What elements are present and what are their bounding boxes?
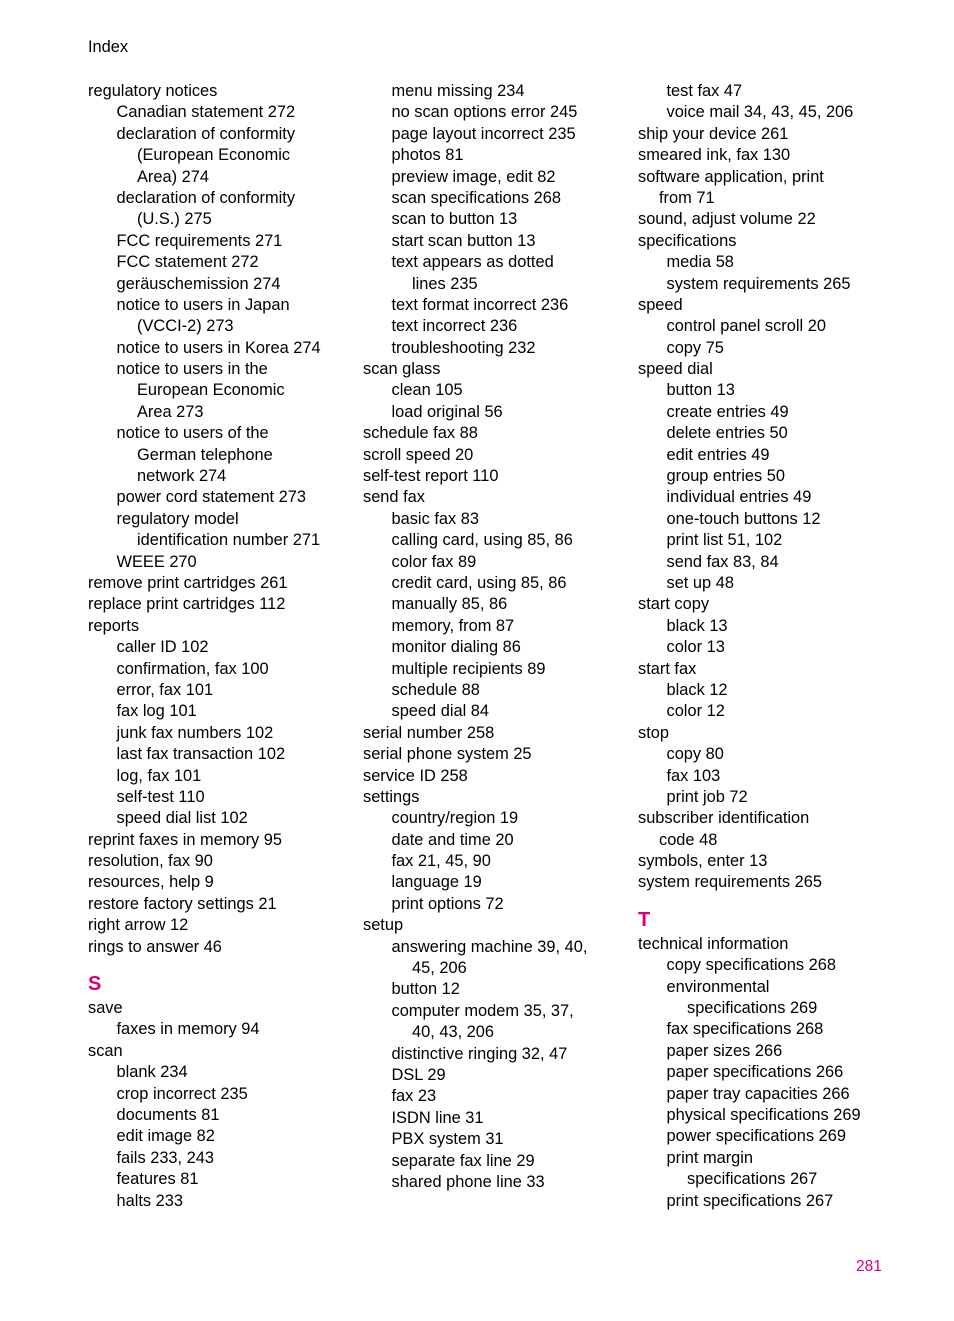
index-subentry: basic fax 83 [391, 509, 479, 528]
index-entry-continuation: German telephone [137, 445, 273, 464]
index-subentry: declaration of conformity [116, 124, 296, 143]
index-entry: right arrow 12 [88, 916, 189, 935]
index-subentry: voice mail 34, 43, 45, 206 [666, 103, 854, 122]
index-entry: speed [638, 295, 683, 314]
index-column-2 [363, 81, 625, 1193]
index-entry-continuation: specifications 267 [687, 1170, 818, 1189]
index-subentry: fax 103 [666, 766, 721, 785]
index-subentry: multiple recipients 89 [391, 659, 546, 678]
index-column-1 [88, 81, 350, 1212]
index-subentry: DSL 29 [391, 1065, 446, 1084]
index-subentry: Canadian statement 272 [116, 103, 296, 122]
index-subentry: language 19 [391, 873, 482, 892]
index-subentry: scan specifications 268 [391, 188, 561, 207]
index-entry: save [88, 999, 123, 1018]
index-subentry: manually 85, 86 [391, 595, 508, 614]
index-entry: start copy [638, 595, 710, 614]
index-entry-continuation: European Economic [137, 381, 285, 400]
index-entry-continuation: Area 273 [137, 402, 204, 421]
index-subentry: color 12 [666, 702, 725, 721]
index-subentry: no scan options error 245 [391, 103, 578, 122]
index-subentry: blank 234 [116, 1063, 188, 1082]
index-subentry: halts 233 [116, 1191, 184, 1210]
index-subentry: speed dial list 102 [116, 809, 248, 828]
index-entry: software application, print [638, 167, 824, 186]
index-subentry: black 13 [666, 616, 728, 635]
index-subentry: schedule 88 [391, 680, 480, 699]
index-entry-continuation: lines 235 [412, 274, 478, 293]
index-entry: reprint faxes in memory 95 [88, 830, 283, 849]
index-entry: rings to answer 46 [88, 937, 222, 956]
index-entry: system requirements 265 [638, 873, 823, 892]
index-entry: schedule fax 88 [363, 424, 478, 443]
index-subentry: menu missing 234 [391, 82, 525, 100]
index-entry-continuation: specifications 269 [687, 999, 818, 1018]
index-subentry: fax 21, 45, 90 [391, 852, 491, 871]
index-entry: speed dial [638, 360, 713, 379]
index-entry: setup [363, 916, 404, 935]
index-subentry: copy 80 [666, 745, 724, 764]
index-subentry: FCC requirements 271 [116, 231, 283, 250]
index-entry: send fax [363, 488, 425, 507]
index-entry: subscriber identification [638, 809, 810, 828]
index-subentry: date and time 20 [391, 830, 514, 849]
index-subentry: print specifications 267 [666, 1191, 834, 1210]
index-subentry: set up 48 [666, 573, 734, 592]
index-subentry: speed dial 84 [391, 702, 490, 721]
index-entry: sound, adjust volume 22 [638, 210, 816, 229]
index-entry: serial phone system 25 [363, 745, 532, 764]
index-subentry: edit entries 49 [666, 445, 770, 464]
index-subentry: troubleshooting 232 [391, 338, 536, 357]
index-subentry: media 58 [666, 253, 734, 272]
index-entry-continuation: from 71 [659, 188, 715, 207]
index-subentry: clean 105 [391, 381, 463, 400]
index-subentry: power specifications 269 [666, 1127, 846, 1146]
index-entry-continuation: (VCCI-2) 273 [137, 317, 234, 336]
index-subentry: FCC statement 272 [116, 253, 259, 272]
index-subentry: print options 72 [391, 894, 504, 913]
index-subentry: paper specifications 266 [666, 1063, 844, 1082]
index-entry: self-test report 110 [363, 467, 499, 486]
index-entry: service ID 258 [363, 766, 468, 785]
index-subentry: separate fax line 29 [391, 1151, 535, 1170]
index-entry: technical information [638, 934, 789, 953]
index-entry: resolution, fax 90 [88, 852, 213, 871]
index-subentry: paper tray capacities 266 [666, 1084, 850, 1103]
index-subentry: photos 81 [391, 146, 464, 165]
index-entry: replace print cartridges 112 [88, 595, 286, 614]
index-subentry: start scan button 13 [391, 231, 536, 250]
index-entry-continuation: 45, 206 [412, 959, 467, 978]
index-subentry: copy specifications 268 [666, 956, 836, 975]
index-subentry: shared phone line 33 [391, 1172, 545, 1191]
index-subentry: ISDN line 31 [391, 1108, 484, 1127]
index-subentry: country/region 19 [391, 809, 519, 828]
index-entry-continuation: 40, 43, 206 [412, 1023, 495, 1042]
section-letter: T [638, 908, 651, 931]
index-subentry: notice to users of the [116, 424, 269, 443]
index-subentry: one-touch buttons 12 [666, 509, 821, 528]
index-subentry: declaration of conformity [116, 188, 296, 207]
index-entry: scroll speed 20 [363, 445, 474, 464]
index-subentry: notice to users in Japan [116, 295, 290, 314]
index-subentry: PBX system 31 [391, 1130, 504, 1149]
index-subentry: calling card, using 85, 86 [391, 531, 573, 550]
index-entry: serial number 258 [363, 723, 495, 742]
index-entry-continuation: Area) 274 [137, 167, 209, 186]
index-entry: start fax [638, 659, 697, 678]
index-subentry: text format incorrect 236 [391, 295, 569, 314]
index-subentry: color fax 89 [391, 552, 477, 571]
index-subentry: delete entries 50 [666, 424, 788, 443]
running-head: Index [88, 38, 129, 56]
index-subentry: edit image 82 [116, 1127, 215, 1146]
index-column-3 [638, 81, 900, 1212]
index-entry: ship your device 261 [638, 124, 789, 143]
index-subentry: control panel scroll 20 [666, 317, 826, 336]
index-subentry: text incorrect 236 [391, 317, 518, 336]
index-subentry: error, fax 101 [116, 680, 214, 699]
index-subentry: load original 56 [391, 402, 503, 421]
index-subentry: physical specifications 269 [666, 1105, 861, 1124]
index-subentry: regulatory model [116, 509, 239, 528]
index-entry-continuation: (U.S.) 275 [137, 210, 212, 229]
index-subentry: color 13 [666, 638, 725, 657]
index-subentry: button 13 [666, 381, 735, 400]
index-entry: settings [363, 787, 420, 806]
index-subentry: fax specifications 268 [666, 1020, 824, 1039]
index-subentry: WEEE 270 [116, 552, 197, 571]
index-subentry: caller ID 102 [116, 638, 209, 657]
index-subentry: distinctive ringing 32, 47 [391, 1044, 568, 1063]
index-entry: smeared ink, fax 130 [638, 146, 791, 165]
index-subentry: scan to button 13 [391, 210, 518, 229]
index-subentry: answering machine 39, 40, [391, 937, 588, 956]
index-subentry: faxes in memory 94 [116, 1020, 260, 1039]
index-subentry: last fax transaction 102 [116, 745, 286, 764]
index-subentry: memory, from 87 [391, 616, 515, 635]
index-subentry: send fax 83, 84 [666, 552, 779, 571]
index-entry: regulatory notices [88, 82, 218, 100]
index-subentry: system requirements 265 [666, 274, 851, 293]
index-subentry: geräuschemission 274 [116, 274, 281, 293]
index-entry-continuation: code 48 [659, 830, 718, 849]
index-subentry: power cord statement 273 [116, 488, 307, 507]
index-subentry: junk fax numbers 102 [116, 723, 274, 742]
index-subentry: print margin [666, 1148, 754, 1167]
index-subentry: black 12 [666, 680, 728, 699]
index-subentry: fax 23 [391, 1087, 437, 1106]
index-subentry: text appears as dotted [391, 253, 554, 272]
index-subentry: documents 81 [116, 1105, 220, 1124]
index-subentry: group entries 50 [666, 467, 785, 486]
index-subentry: print list 51, 102 [666, 531, 783, 550]
index-subentry: features 81 [116, 1170, 199, 1189]
index-entry: remove print cartridges 261 [88, 573, 288, 592]
index-subentry: print job 72 [666, 787, 748, 806]
index-subentry: notice to users in Korea 274 [116, 338, 321, 357]
index-subentry: monitor dialing 86 [391, 638, 521, 657]
index-subentry: notice to users in the [116, 360, 268, 379]
index-subentry: self-test 110 [116, 787, 205, 806]
index-subentry: environmental [666, 977, 770, 996]
index-subentry: page layout incorrect 235 [391, 124, 576, 143]
index-subentry: individual entries 49 [666, 488, 812, 507]
index-entry: symbols, enter 13 [638, 852, 768, 871]
index-subentry: crop incorrect 235 [116, 1084, 248, 1103]
index-entry-continuation: network 274 [137, 467, 227, 486]
index-entry: scan glass [363, 360, 441, 379]
index-subentry: test fax 47 [666, 82, 743, 100]
index-entry: specifications [638, 231, 737, 250]
index-subentry: button 12 [391, 980, 460, 999]
index-entry-continuation: identification number 271 [137, 531, 321, 550]
index-entry: restore factory settings 21 [88, 894, 277, 913]
index-entry-continuation: (European Economic [137, 146, 291, 165]
index-subentry: preview image, edit 82 [391, 167, 556, 186]
index-subentry: paper sizes 266 [666, 1041, 783, 1060]
index-subentry: confirmation, fax 100 [116, 659, 269, 678]
section-letter: S [88, 973, 102, 996]
index-subentry: fax log 101 [116, 702, 197, 721]
index-subentry: fails 233, 243 [116, 1148, 215, 1167]
index-subentry: create entries 49 [666, 402, 789, 421]
index-subentry: copy 75 [666, 338, 724, 357]
index-subentry: credit card, using 85, 86 [391, 573, 567, 592]
index-subentry: log, fax 101 [116, 766, 202, 785]
index-entry: resources, help 9 [88, 873, 214, 892]
index-entry: stop [638, 723, 669, 742]
page-number: 281 [856, 1258, 882, 1275]
index-entry: scan [88, 1041, 123, 1060]
index-entry: reports [88, 616, 140, 635]
index-subentry: computer modem 35, 37, [391, 1001, 574, 1020]
